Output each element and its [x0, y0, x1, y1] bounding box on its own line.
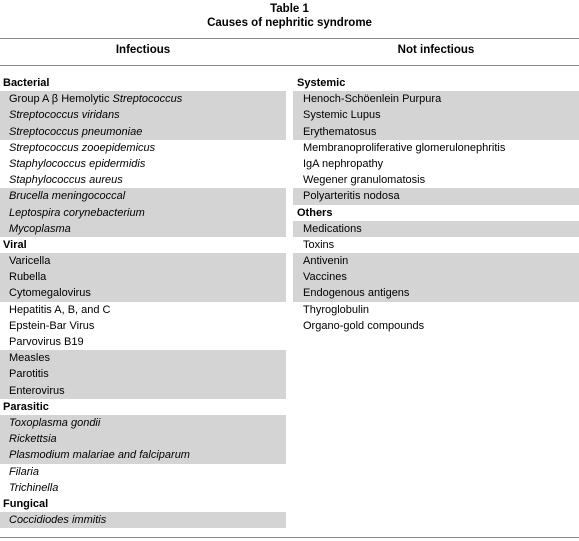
- table-row: [0, 156, 286, 172]
- table-row: Organo-gold compounds: [303, 319, 425, 332]
- table-row: [0, 480, 286, 496]
- cell-text: Hepatitis A, B, and C: [9, 303, 111, 316]
- table-title: Causes of nephritic syndrome: [207, 17, 372, 29]
- table-row: [0, 91, 286, 107]
- header-not-infectious: Not infectious: [397, 44, 475, 56]
- cell-text: Staphylococcus epidermidis: [9, 157, 146, 170]
- table-row: Membranoproliferative glomerulonephritis: [303, 141, 506, 154]
- header-infectious: Infectious: [115, 44, 171, 56]
- cell-text: Group A β Hemolytic: [9, 93, 113, 106]
- table-row: Wegener granulomatosis: [303, 174, 426, 187]
- table-row: [0, 464, 286, 480]
- table-row: Erythematosus: [293, 124, 579, 140]
- cell-text: Cytomegalovirus: [9, 287, 91, 300]
- table-row: [0, 334, 286, 350]
- table-row: Thyroglobulin: [303, 303, 370, 316]
- table-row: Antivenin: [293, 253, 579, 269]
- cell-text: Parvovirus B19: [9, 336, 84, 348]
- cell-text: Plasmodium malariae and falciparum: [9, 449, 190, 462]
- table-row: [0, 285, 286, 301]
- cell-text: Epstein-Bar Virus: [9, 319, 95, 332]
- table-row: Systemic Lupus: [293, 107, 579, 123]
- cell-text: Enterovirus: [9, 384, 65, 397]
- cell-text: Streptococcus viridans: [9, 109, 120, 122]
- table-row: Vaccines: [293, 269, 579, 285]
- table-label: Table 1: [270, 3, 309, 15]
- table-row: [0, 302, 286, 318]
- infectious-column: [0, 75, 286, 528]
- table-row: [0, 318, 286, 334]
- table-row: Medications: [293, 221, 579, 237]
- table-row: Polyarteritis nodosa: [293, 188, 579, 204]
- cell-text: Streptococcus zooepidemicus: [9, 141, 156, 154]
- category-heading: Fungical: [3, 497, 49, 510]
- table-header: [0, 38, 579, 66]
- table-row: [0, 350, 286, 366]
- table-row: [0, 172, 286, 188]
- category-heading: Viral: [3, 238, 27, 251]
- cell-text: Varicella: [9, 255, 51, 268]
- table-row: [0, 221, 286, 237]
- category-heading: Others: [297, 206, 333, 219]
- table-row: IgA nephropathy: [303, 157, 384, 170]
- cell-text: Filaria: [9, 465, 39, 478]
- table-row: [0, 140, 286, 156]
- table-row: Toxins: [303, 238, 335, 251]
- cell-text: Streptococcus pneumoniae: [9, 125, 143, 138]
- table-row: [0, 383, 286, 399]
- cell-text: Parotitis: [9, 368, 49, 381]
- cell-text: Trichinella: [9, 481, 59, 494]
- cell-text: Coccidiodes immitis: [9, 514, 107, 527]
- table-row: [0, 188, 286, 204]
- cell-text: Mycoplasma: [9, 222, 71, 235]
- table-row: [0, 415, 286, 431]
- table-row: Endogenous antigens: [293, 285, 579, 301]
- category-heading: Systemic: [297, 77, 346, 89]
- category-heading: Bacterial: [3, 77, 50, 89]
- cell-text: Brucella meningococcal: [9, 190, 126, 203]
- table-row: [0, 269, 286, 285]
- table-row: [0, 253, 286, 269]
- table-row: [0, 366, 286, 382]
- cell-text: Staphylococcus aureus: [9, 174, 123, 187]
- cell-text: Toxoplasma gondii: [9, 416, 101, 429]
- table-row: [0, 205, 286, 221]
- not-infectious-column: [293, 75, 579, 334]
- table-row: [0, 124, 286, 140]
- cell-text: Streptococcus: [112, 93, 183, 106]
- table-bottom-rule: [0, 537, 579, 538]
- table-row: [0, 512, 286, 528]
- table-row: [0, 107, 286, 123]
- table-row: Henoch-Schöenlein Purpura: [293, 91, 579, 107]
- cell-text: Leptospira corynebacterium: [9, 206, 145, 219]
- cell-text: Measles: [9, 352, 50, 365]
- category-heading: Parasitic: [3, 400, 49, 413]
- cell-text: Rubella: [9, 271, 47, 284]
- cell-text: Rickettsia: [9, 433, 57, 446]
- table-row: [0, 447, 286, 463]
- table-row: [0, 431, 286, 447]
